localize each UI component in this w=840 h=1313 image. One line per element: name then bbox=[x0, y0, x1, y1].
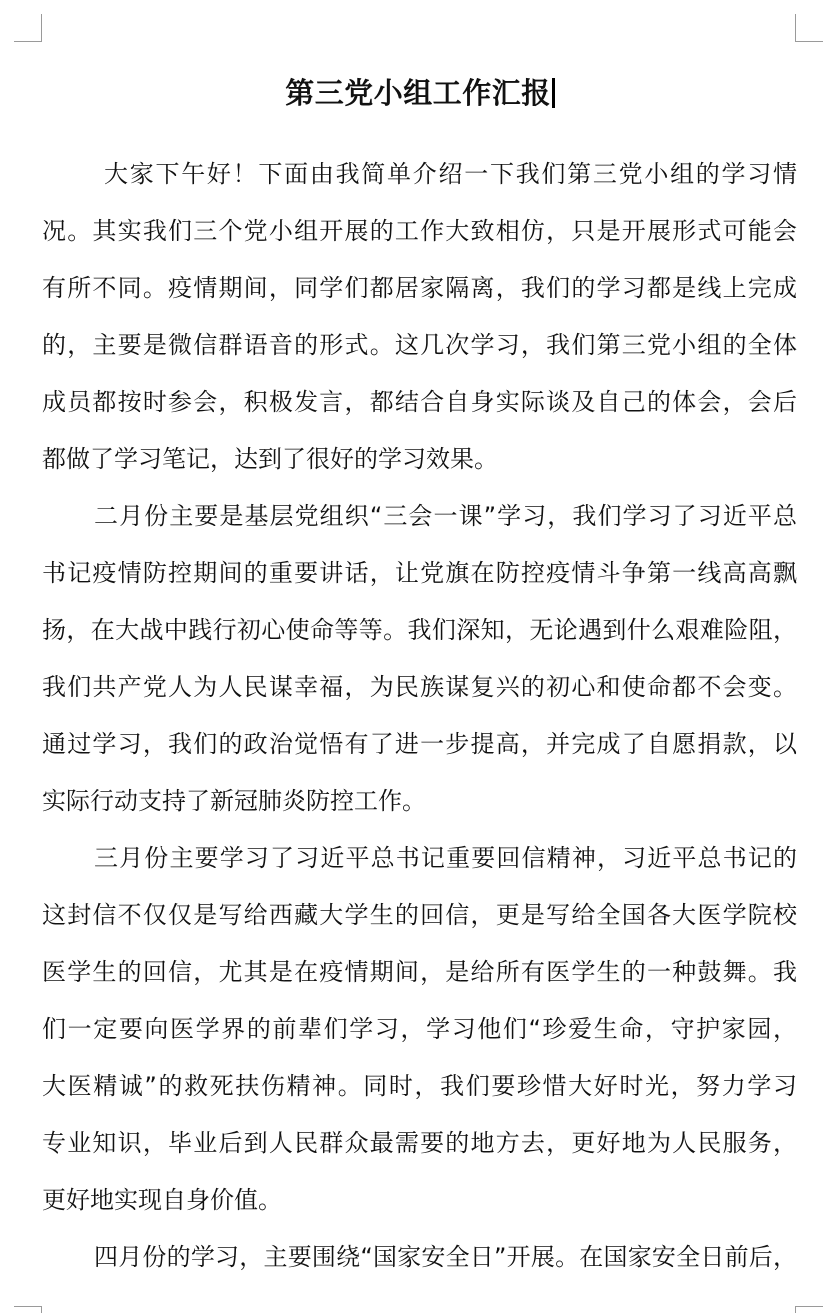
document-title-text: 第三党小组工作汇报 bbox=[285, 76, 551, 110]
document-title[interactable] bbox=[0, 70, 840, 116]
crop-mark-bottom-left bbox=[41, 1306, 42, 1313]
text-line: 更好地实现自身价值。 bbox=[42, 1186, 282, 1214]
text-line: 通过学习，我们的政治觉悟有了进一步提高，并完成了自愿捐款，以 bbox=[42, 730, 797, 758]
text-line: 况。其实我们三个党小组开展的工作大致相仿，只是开展形式可能会 bbox=[42, 217, 797, 245]
text-line: 大家下午好！下面由我简单介绍一下我们第三党小组的学习情 bbox=[104, 160, 797, 188]
text-line: 书记疫情防控期间的重要讲话，让党旗在防控疫情斗争第一线高高飘 bbox=[42, 559, 797, 587]
text-line: 二月份主要是基层党组织“三会一课”学习，我们学习了习近平总 bbox=[94, 502, 797, 530]
text-line: 大医精诚”的救死扶伤精神。同时，我们要珍惜大好时光，努力学习 bbox=[42, 1072, 797, 1100]
text-line: 这封信不仅仅是写给西藏大学生的回信，更是写给全国各大医学院校 bbox=[42, 901, 797, 929]
crop-mark-bottom-right bbox=[795, 1306, 823, 1307]
text-cursor bbox=[552, 78, 555, 108]
text-line: 成员都按时参会，积极发言，都结合自身实际谈及自己的体会，会后 bbox=[42, 388, 797, 416]
crop-mark-bottom-right bbox=[795, 1306, 796, 1313]
paragraph bbox=[42, 1229, 797, 1286]
crop-mark-top-left bbox=[14, 41, 42, 42]
crop-mark-top-right bbox=[795, 14, 796, 42]
crop-mark-top-left bbox=[41, 14, 42, 42]
text-line: 都做了学习笔记，达到了很好的学习效果。 bbox=[42, 445, 498, 473]
text-line: 医学生的回信，尤其是在疫情期间，是给所有医学生的一种鼓舞。我 bbox=[42, 958, 797, 986]
text-line: 实际行动支持了新冠肺炎防控工作。 bbox=[42, 787, 426, 815]
text-line: 我们共产党人为人民谋幸福，为民族谋复兴的初心和使命都不会变。 bbox=[42, 673, 797, 701]
text-line: 有所不同。疫情期间，同学们都居家隔离，我们的学习都是线上完成 bbox=[42, 274, 797, 302]
document-body[interactable] bbox=[42, 146, 797, 1286]
text-line: 专业知识，毕业后到人民群众最需要的地方去，更好地为人民服务， bbox=[42, 1129, 797, 1157]
paragraph bbox=[42, 488, 797, 830]
text-line: 的，主要是微信群语音的形式。这几次学习，我们第三党小组的全体 bbox=[42, 331, 797, 359]
paragraph bbox=[42, 830, 797, 1229]
crop-mark-bottom-left bbox=[14, 1306, 42, 1307]
paragraph bbox=[42, 146, 797, 488]
text-line: 扬，在大战中践行初心使命等等。我们深知，无论遇到什么艰难险阻， bbox=[42, 616, 797, 644]
text-line: 四月份的学习，主要围绕“国家安全日”开展。在国家安全日前后， bbox=[94, 1243, 797, 1271]
text-line: 们一定要向医学界的前辈们学习，学习他们“珍爱生命，守护家园， bbox=[42, 1015, 797, 1043]
crop-mark-top-right bbox=[795, 41, 823, 42]
text-line: 三月份主要学习了习近平总书记重要回信精神，习近平总书记的 bbox=[94, 844, 797, 872]
